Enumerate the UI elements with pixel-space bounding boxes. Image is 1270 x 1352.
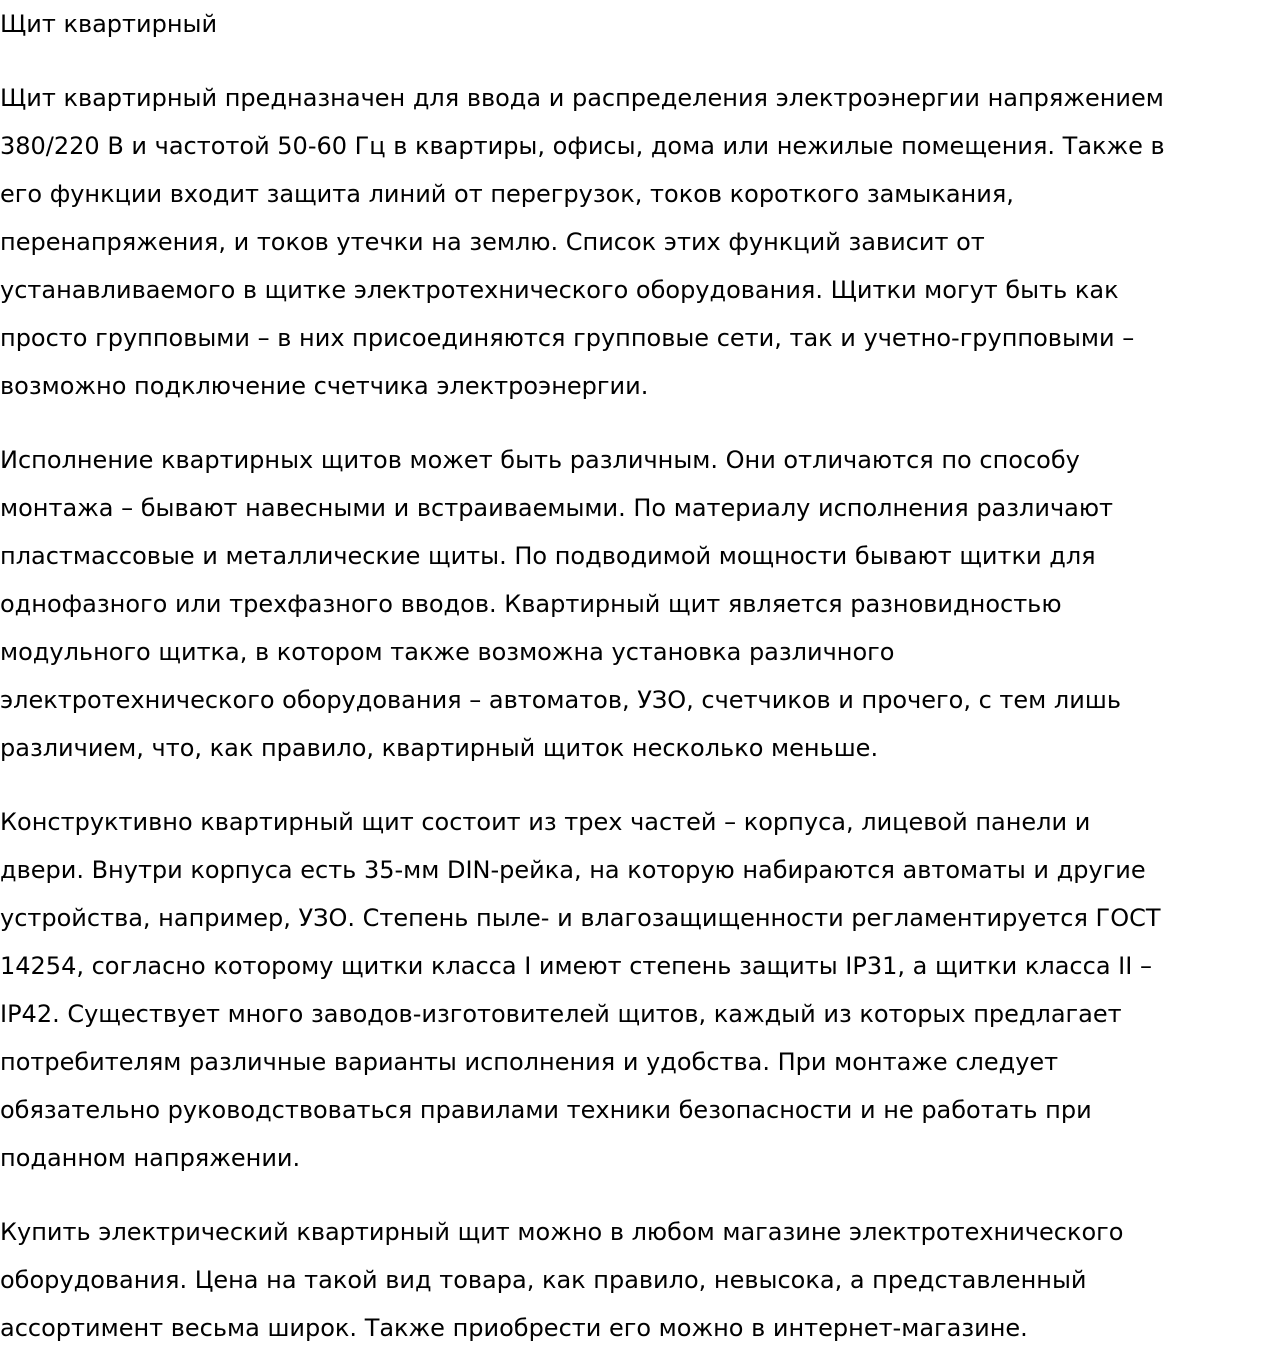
text-line: Исполнение квартирных щитов может быть различным. Они отличаются по способу <box>0 446 1080 474</box>
paragraph-types <box>0 436 1270 772</box>
text-line: 380/220 В и частотой 50-60 Гц в квартиры, офисы, дома или нежилые помещения. Также в <box>0 132 1165 160</box>
paragraph-purpose <box>0 74 1270 410</box>
text-line: IP42. Существует много заводов-изготовителей щитов, каждый из которых предлагает <box>0 1000 1122 1028</box>
text-line: двери. Внутри корпуса есть 35-мм DIN-рейка, на которую набираются автоматы и другие <box>0 856 1146 884</box>
text-line: пластмассовые и металлические щиты. По подводимой мощности бывают щитки для <box>0 542 1096 570</box>
text-line: монтажа – бывают навесными и встраиваемыми. По материалу исполнения различают <box>0 494 1114 522</box>
text-line: 14254, согласно которому щитки класса I имеют степень защиты IP31, а щитки класса II – <box>0 952 1152 980</box>
text-line: Конструктивно квартирный щит состоит из трех частей – корпуса, лицевой панели и <box>0 808 1091 836</box>
text-line: обязательно руководствоваться правилами техники безопасности и не работать при <box>0 1096 1092 1124</box>
text-line: Купить электрический квартирный щит можно в любом магазине электротехнического <box>0 1218 1124 1246</box>
text-line: просто групповыми – в них присоединяются групповые сети, так и учетно-групповыми – <box>0 324 1135 352</box>
text-line: однофазного или трехфазного вводов. Квартирный щит является разновидностью <box>0 590 1062 618</box>
text-line: устройства, например, УЗО. Степень пыле- и влагозащищенности регламентируется ГОСТ <box>0 904 1161 932</box>
text-line: устанавливаемого в щитке электротехнического оборудования. Щитки могут быть как <box>0 276 1119 304</box>
text-line: его функции входит защита линий от перегрузок, токов короткого замыкания, <box>0 180 1014 208</box>
text-line: Щит квартирный предназначен для ввода и распределения электроэнергии напряжением <box>0 84 1164 112</box>
text-line: электротехнического оборудования – автоматов, УЗО, счетчиков и прочего, с тем лишь <box>0 686 1121 714</box>
text-line: потребителям различные варианты исполнения и удобства. При монтаже следует <box>0 1048 1059 1076</box>
page-title: Щит квартирный <box>0 10 218 38</box>
text-line: перенапряжения, и токов утечки на землю. Список этих функций зависит от <box>0 228 985 256</box>
text-line: поданном напряжении. <box>0 1144 301 1172</box>
text-line: возможно подключение счетчика электроэнергии. <box>0 372 649 400</box>
paragraph-construction <box>0 798 1270 1182</box>
text-line: различием, что, как правило, квартирный щиток несколько меньше. <box>0 734 879 762</box>
text-line: модульного щитка, в котором также возможна установка различного <box>0 638 895 666</box>
paragraph-purchase <box>0 1208 1270 1352</box>
text-line: оборудования. Цена на такой вид товара, как правило, невысока, а представленный <box>0 1266 1087 1294</box>
text-line: ассортимент весьма широк. Также приобрести его можно в интернет-магазине. <box>0 1314 1028 1342</box>
